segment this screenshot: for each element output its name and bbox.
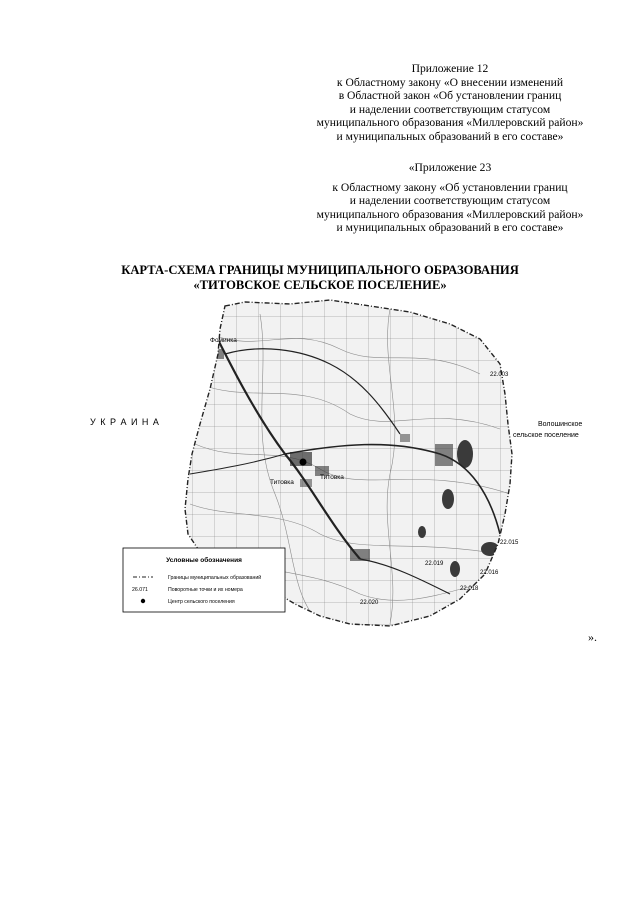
appendix-23-line: к Областному закону «Об установлении границ: [332, 180, 568, 194]
point-label: 22.016: [480, 570, 499, 576]
legend-item-text: Границы муниципальных образований: [168, 575, 262, 581]
document-title: [80, 263, 560, 293]
legend-point-symbol: 26.071: [132, 587, 148, 593]
point-label: 22.015: [500, 540, 519, 546]
legend-item-text: Центр сельского поселения: [168, 599, 235, 605]
appendix-12-heading: Приложение 12: [411, 62, 489, 75]
point-label: 22.018: [460, 586, 479, 592]
appendix-12-line: и наделении соответствующим статусом: [349, 102, 551, 116]
point-label: 22.003: [490, 372, 509, 378]
appendix-12-block: [300, 62, 600, 143]
point-label: 22.019: [425, 561, 444, 567]
neighbor-label: сельское поселение: [513, 432, 579, 439]
legend-item-text: Поворотные точки и их номера: [168, 587, 243, 593]
appendix-23-block: [300, 161, 600, 235]
town-label: Титовка: [270, 479, 294, 486]
point-label: 22.020: [360, 600, 379, 606]
appendix-23-heading: «Приложение 23: [408, 161, 492, 174]
town-label: Титовка: [320, 474, 344, 481]
boundary-map: [60, 294, 605, 639]
appendix-12-line: к Областному закону «О внесении изменений: [336, 75, 564, 89]
appendix-23-line: и наделении соответствующим статусом: [349, 194, 551, 207]
settlement-center-marker: [300, 459, 307, 466]
appendix-23-line: муниципального образования «Миллеровский район»: [316, 207, 584, 221]
neighbor-label: Волошинское: [538, 421, 583, 428]
appendix-12-line: муниципального образования «Миллеровский район»: [316, 116, 584, 129]
country-label: У К Р А И Н А: [90, 417, 160, 427]
map-legend: [123, 548, 285, 612]
title-line-1: КАРТА-СХЕМА ГРАНИЦЫ МУНИЦИПАЛЬНОГО ОБРАЗОВАНИЯ: [121, 263, 519, 277]
appendix-12-line: и муниципальных образований в его составе»: [336, 129, 564, 143]
appendix-23-line: и муниципальных образований в его составе»: [336, 221, 564, 234]
town-label: Фоминка: [210, 337, 237, 344]
legend-center-symbol: [141, 599, 145, 603]
title-line-2: «ТИТОВСКОЕ СЕЛЬСКОЕ ПОСЕЛЕНИЕ»: [193, 278, 447, 292]
closing-quote: ».: [588, 630, 597, 644]
appendix-12-line: в Областной закон «Об установлении границ: [338, 89, 562, 102]
legend-title: Условные обозначения: [166, 557, 242, 564]
